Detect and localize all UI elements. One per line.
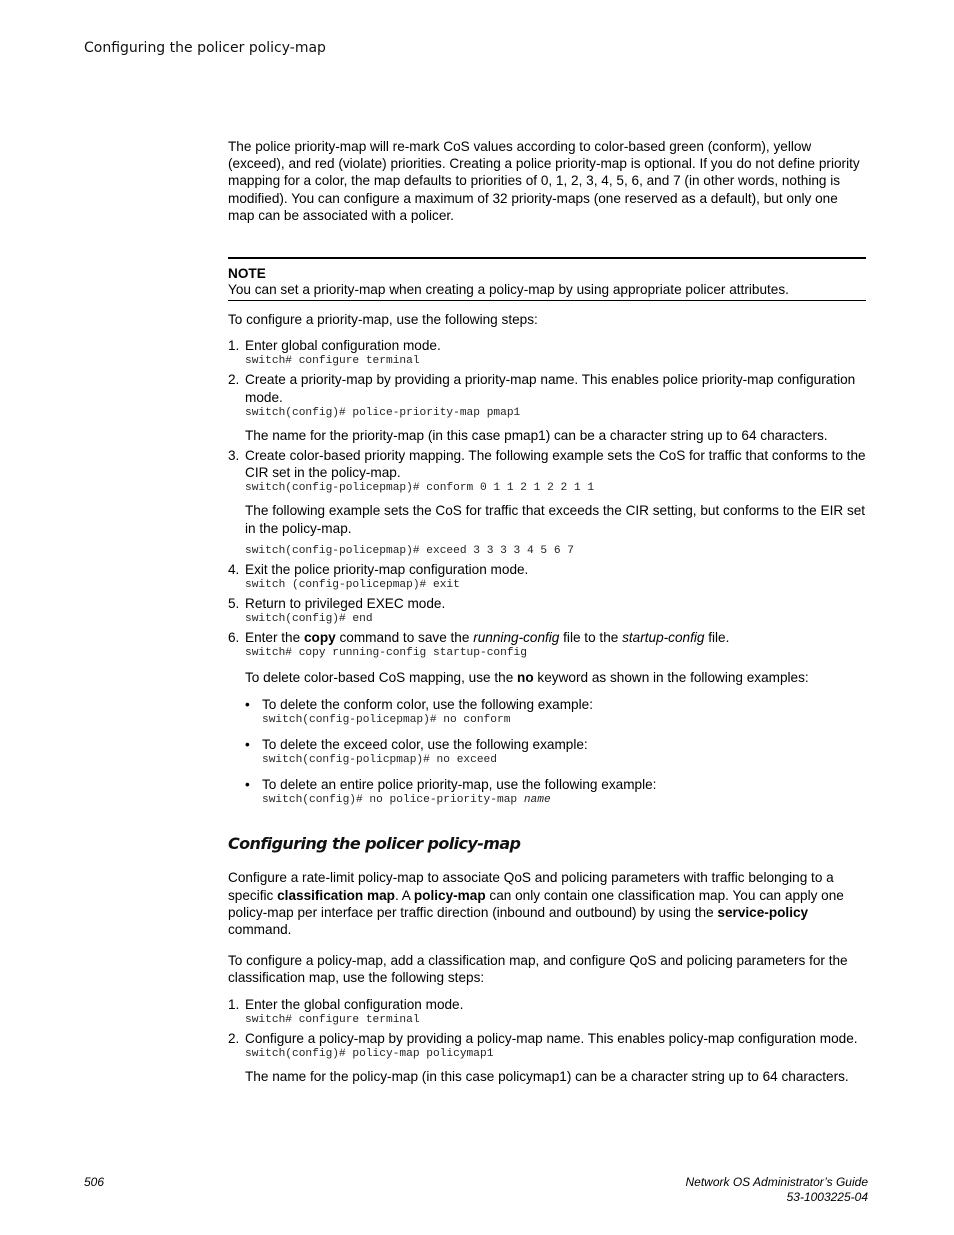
text-run: . A bbox=[394, 887, 414, 903]
code-line: switch(config)# policy-map policymap1 bbox=[245, 1048, 494, 1061]
section-step-2 bbox=[228, 1030, 866, 1085]
bullet-dot: • bbox=[245, 696, 250, 712]
code-line: switch(config)# police-priority-map pmap1 bbox=[245, 406, 521, 419]
text-run-italic: startup-config bbox=[622, 630, 705, 646]
section-step-list bbox=[228, 996, 866, 1086]
code-line: switch(config-policpmap)# no exceed bbox=[262, 754, 497, 767]
step-text: Enter the global configuration mode. bbox=[245, 996, 464, 1012]
text-run: file to the bbox=[559, 630, 623, 646]
section-paragraph-1 bbox=[228, 869, 866, 938]
text-run-bold: policy-map bbox=[413, 887, 486, 903]
step-text: Exit the police priority-map configuration mode. bbox=[245, 561, 529, 577]
step-number: 3. bbox=[228, 448, 240, 464]
code-line: switch(config)# end bbox=[245, 613, 373, 626]
text-run: can only contain one classification map. You can apply one policy-map per interface per traffic direction (inbound and outbound) by using the bbox=[228, 887, 844, 920]
bullet-list bbox=[228, 696, 866, 808]
step-number: 2. bbox=[228, 372, 240, 388]
text-run-bold: classification map bbox=[277, 887, 395, 903]
text-run: command. bbox=[228, 922, 292, 938]
text-run: command to save the bbox=[335, 630, 474, 646]
text-run: file. bbox=[704, 630, 730, 646]
step-number: 2. bbox=[228, 1030, 240, 1046]
code-run-italic: name bbox=[523, 794, 551, 807]
step-number: 5. bbox=[228, 596, 240, 612]
step-2 bbox=[228, 371, 866, 444]
step-note: The name for the priority-map (in this case pmap1) can be a character string up to 64 characters. bbox=[245, 427, 828, 443]
code-line: switch(config-policepmap)# no conform bbox=[262, 713, 511, 726]
step-note: The name for the policy-map (in this case policymap1) can be a character string up to 64 characters. bbox=[245, 1069, 849, 1085]
bullet-dot: • bbox=[245, 736, 250, 752]
bullet-text: To delete an entire police priority-map, use the following example: bbox=[262, 777, 657, 793]
footer-doc-info bbox=[685, 1175, 868, 1205]
code-line bbox=[262, 793, 866, 807]
bullet-text: To delete the conform color, use the following example: bbox=[262, 696, 593, 712]
bullet-item bbox=[228, 776, 866, 807]
code-line: switch (config-policepmap)# exit bbox=[245, 579, 460, 592]
step-text: Configure a policy-map by providing a policy-map name. This enables policy-map configuration mode. bbox=[245, 1030, 858, 1046]
text-run: Enter the bbox=[245, 630, 304, 646]
step-text: Return to privileged EXEC mode. bbox=[245, 596, 446, 612]
step-number: 4. bbox=[228, 561, 240, 577]
running-header: Configuring the policer policy-map bbox=[84, 40, 326, 56]
page-content bbox=[228, 138, 866, 1088]
section-paragraph-2: To configure a policy-map, add a classification map, and configure QoS and policing parameters for the classification map, use the following steps: bbox=[228, 953, 848, 986]
step-4 bbox=[228, 561, 866, 592]
step-5 bbox=[228, 595, 866, 626]
doc-title: Network OS Administrator’s Guide bbox=[685, 1175, 868, 1189]
code-line: switch(config-policepmap)# exceed 3 3 3 3 4 5 6 7 bbox=[245, 544, 574, 557]
text-run: To delete color-based CoS mapping, use the bbox=[245, 670, 518, 686]
text-run: keyword as shown in the following examples: bbox=[533, 670, 809, 686]
code-line: switch(config-policepmap)# conform 0 1 1 2 1 2 2 1 1 bbox=[245, 482, 595, 495]
note-box bbox=[228, 257, 866, 301]
code-line: switch# configure terminal bbox=[245, 355, 420, 368]
step-list bbox=[228, 337, 866, 686]
bullet-text: To delete the exceed color, use the following example: bbox=[262, 736, 588, 752]
step-3 bbox=[228, 447, 866, 558]
code-run: switch(config)# no police-priority-map bbox=[262, 794, 524, 807]
text-run-italic: running-config bbox=[473, 630, 560, 646]
step-6 bbox=[228, 629, 866, 686]
step-text bbox=[245, 629, 866, 646]
bullet-item bbox=[228, 736, 866, 767]
step-text: Create a priority-map by providing a priority-map name. This enables police priority-map configuration mode. bbox=[245, 372, 856, 405]
step-note: The following example sets the CoS for traffic that exceeds the CIR setting, but conforms to the EIR set in the policy-map. bbox=[245, 503, 866, 536]
note-title: NOTE bbox=[228, 266, 266, 282]
section-heading: Configuring the policer policy-map bbox=[228, 834, 521, 854]
text-run-bold: service-policy bbox=[717, 904, 809, 920]
step-number: 6. bbox=[228, 630, 240, 646]
bullet-dot: • bbox=[245, 777, 250, 793]
note-body: You can set a priority-map when creating a policy-map by using appropriate policer attributes. bbox=[228, 282, 789, 298]
steps-intro: To configure a priority-map, use the following steps: bbox=[228, 312, 538, 328]
step-text: Enter global configuration mode. bbox=[245, 338, 441, 354]
step-1 bbox=[228, 337, 866, 368]
step-number: 1. bbox=[228, 996, 240, 1012]
text-run: Configure a rate-limit policy-map to associate QoS and policing parameters with traffic belonging to a specific bbox=[228, 870, 834, 903]
code-line: switch# copy running-config startup-config bbox=[245, 647, 527, 660]
step-number: 1. bbox=[228, 338, 240, 354]
text-run-bold: no bbox=[517, 670, 534, 686]
intro-paragraph: The police priority-map will re-mark CoS values according to color-based green (conform), yellow (exceed), and red (violate) priorities. Creating a police priority-map is optional. If you do not define priority mapping for a color, the map defaults to priorities of 0, 1, 2, 3, 4, 5, 6, and 7 (in other words, nothing is modified). You can configure a maximum of 32 priority-maps (one reserved as a default), but only one map can be associated with a policer. bbox=[228, 139, 860, 223]
section-step-1 bbox=[228, 996, 866, 1027]
page-number: 506 bbox=[84, 1175, 105, 1189]
delete-intro bbox=[245, 669, 866, 686]
doc-number: 53-1003225-04 bbox=[786, 1190, 868, 1204]
code-line: switch# configure terminal bbox=[245, 1013, 420, 1026]
text-run-bold: copy bbox=[303, 630, 336, 646]
bullet-item bbox=[228, 696, 866, 727]
step-text: Create color-based priority mapping. The following example sets the CoS for traffic that conforms to the CIR set in the policy-map. bbox=[245, 448, 866, 481]
